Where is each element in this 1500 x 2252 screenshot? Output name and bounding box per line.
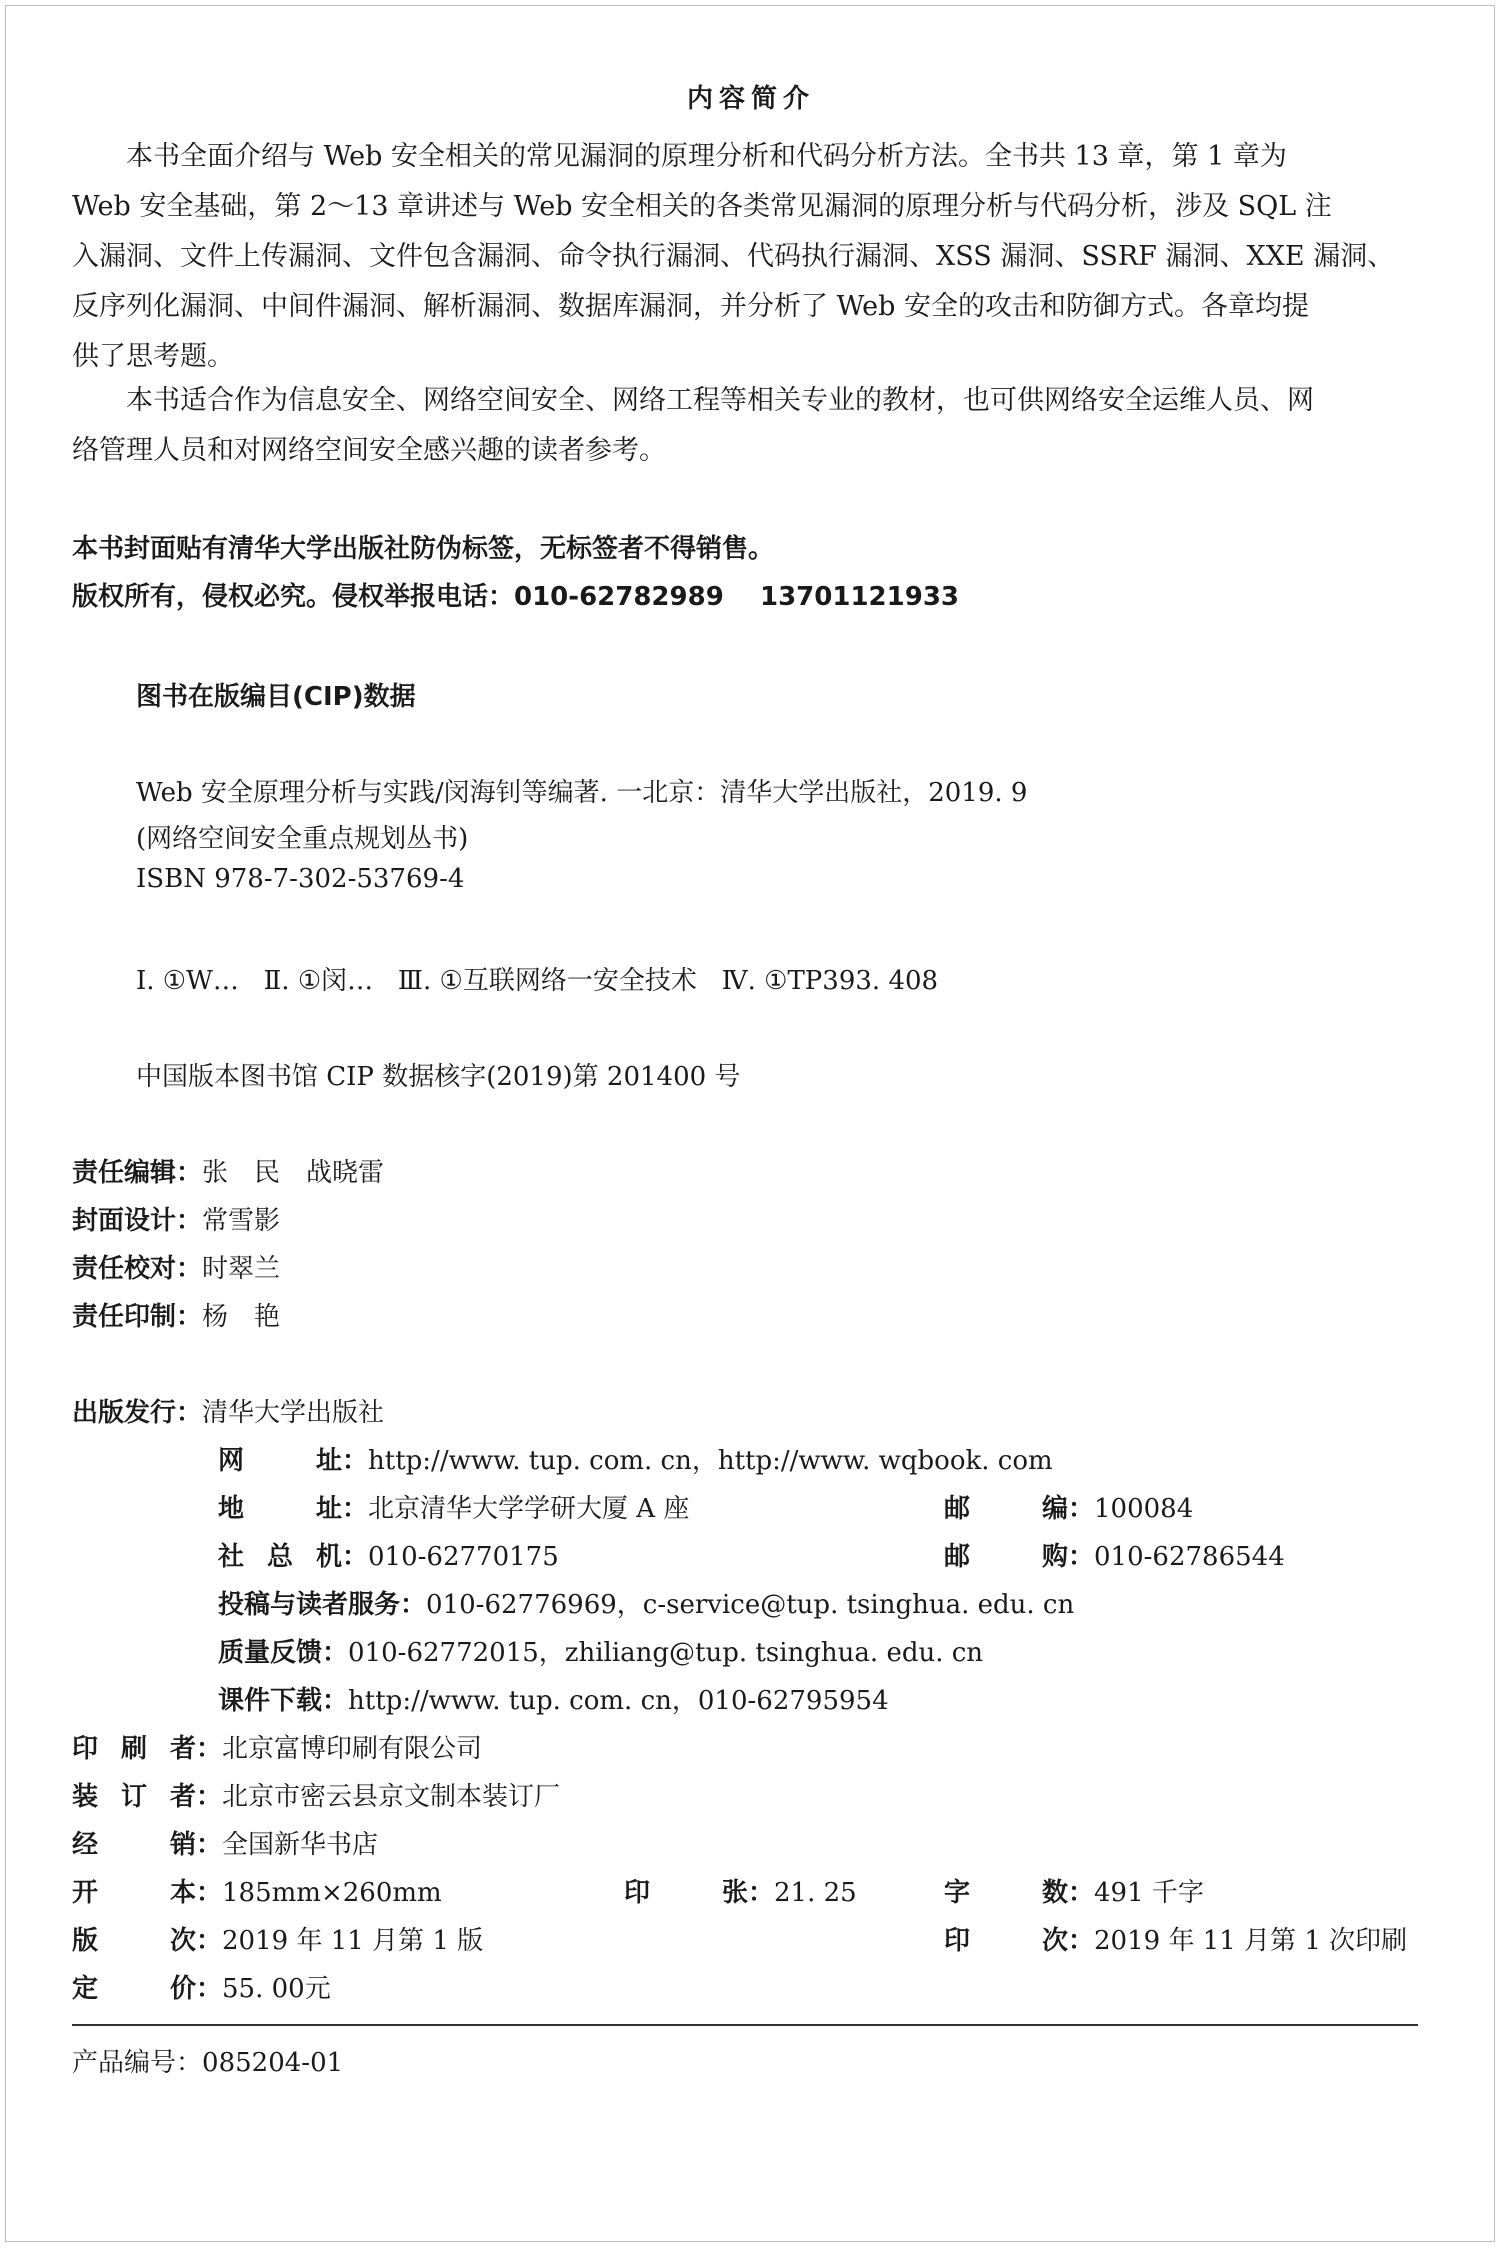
- distributor-row: 经销：全国新华书店: [72, 1824, 378, 1861]
- courseware-label: 课件下载: [218, 1686, 323, 1716]
- copyright-page: [5, 5, 1495, 2242]
- distributor-label: 经销: [72, 1830, 196, 1860]
- printer-row: 印刷者：北京富博印刷有限公司: [72, 1728, 482, 1765]
- edition-row: 版次：2019 年 11 月第 1 版: [72, 1920, 483, 1957]
- staff-label: 责任印制: [72, 1302, 177, 1332]
- binder-label: 装订者: [72, 1782, 196, 1812]
- publisher-value: 清华大学出版社: [202, 1398, 385, 1428]
- staff-value: 时翠兰: [202, 1254, 281, 1284]
- price-row: 定价：55. 00元: [72, 1968, 331, 2005]
- cip-heading: 图书在版编目(CIP)数据: [136, 682, 416, 712]
- audience-line: 络管理人员和对网络空间安全感兴趣的读者参考。: [72, 435, 666, 466]
- printer-value: 北京富博印刷有限公司: [222, 1734, 483, 1764]
- summary-line: Web 安全基础，第 2～13 章讲述与 Web 安全相关的各类常见漏洞的原理分析与代码分析，涉及 SQL 注: [72, 191, 1332, 222]
- format-row: 开本：185mm×260mm: [72, 1872, 442, 1909]
- publisher-label: 出版发行: [72, 1398, 177, 1428]
- staff-cover-design: 封面设计：常雪影: [72, 1206, 281, 1236]
- staff-printing: 责任印制：杨 艳: [72, 1302, 281, 1332]
- cip-approval: 中国版本图书馆 CIP 数据核字(2019)第 201400 号: [136, 1062, 741, 1092]
- switchboard-row: 社总机：010-62770175: [218, 1536, 559, 1573]
- reader-service-value: 010-62776969，c-service@tup. tsinghua. edu. cn: [426, 1590, 1075, 1620]
- summary-paragraph: [72, 132, 1428, 382]
- print-run-label: 印次: [944, 1926, 1068, 1956]
- staff-label: 责任校对: [72, 1254, 177, 1284]
- anti-counterfeit-notice: 本书封面贴有清华大学出版社防伪标签，无标签者不得销售。: [72, 534, 775, 564]
- audience-line: 本书适合作为信息安全、网络空间安全、网络工程等相关专业的教材，也可供网络安全运维人员、网: [126, 385, 1314, 416]
- price-label: 定价: [72, 1974, 196, 2004]
- summary-line: 本书全面介绍与 Web 安全相关的常见漏洞的原理分析和代码分析方法。全书共 13 章，第 1 章为: [126, 141, 1287, 172]
- cip-classification: Ⅰ. ①W… Ⅱ. ①闵… Ⅲ. ①互联网络一安全技术 Ⅳ. ①TP393. 408: [136, 966, 939, 996]
- reader-service-row: 投稿与读者服务：010-62776969，c-service@tup. tsinghua. edu. cn: [218, 1590, 1075, 1620]
- binder-value: 北京市密云县京文制本装订厂: [222, 1782, 561, 1812]
- quality-feedback-row: 质量反馈：010-62772015，zhiliang@tup. tsinghua. edu. cn: [218, 1638, 984, 1668]
- sheets-label: 印张: [624, 1878, 748, 1908]
- reader-service-label: 投稿与读者服务: [218, 1590, 401, 1620]
- quality-feedback-value: 010-62772015，zhiliang@tup. tsinghua. edu. cn: [348, 1638, 984, 1668]
- audience-paragraph: [72, 376, 1428, 476]
- word-count-value: 491 千字: [1094, 1878, 1204, 1908]
- summary-line: 反序列化漏洞、中间件漏洞、解析漏洞、数据库漏洞，并分析了 Web 安全的攻击和防御方式。各章均提: [72, 291, 1309, 322]
- format-value: 185mm×260mm: [222, 1878, 442, 1908]
- printer-label: 印刷者: [72, 1734, 196, 1764]
- mail-order-value: 010-62786544: [1094, 1542, 1285, 1572]
- staff-value: 张 民 战晓雷: [202, 1158, 385, 1188]
- price-value: 55. 00元: [222, 1974, 331, 2004]
- divider: [72, 2024, 1418, 2026]
- distributor-value: 全国新华书店: [222, 1830, 379, 1860]
- summary-line: 入漏洞、文件上传漏洞、文件包含漏洞、命令执行漏洞、代码执行漏洞、XSS 漏洞、SSRF 漏洞、XXE 漏洞、: [72, 241, 1395, 272]
- zipcode-label: 邮编: [944, 1494, 1068, 1524]
- binder-row: 装订者：北京市密云县京文制本装订厂: [72, 1776, 560, 1813]
- staff-proofreader: 责任校对：时翠兰: [72, 1254, 281, 1284]
- product-code-label: 产品编号: [72, 2048, 177, 2078]
- edition-value: 2019 年 11 月第 1 版: [222, 1926, 484, 1956]
- staff-label: 封面设计: [72, 1206, 177, 1236]
- page-title: 内容简介: [686, 84, 815, 114]
- website-label: 网址: [218, 1446, 342, 1476]
- edition-label: 版次: [72, 1926, 196, 1956]
- product-code-row: 产品编号：085204-01: [72, 2048, 344, 2078]
- staff-value: 杨 艳: [202, 1302, 281, 1332]
- word-count-label: 字数: [944, 1878, 1068, 1908]
- switchboard-label: 社总机: [218, 1542, 342, 1572]
- cip-title-line: Web 安全原理分析与实践/闵海钊等编著. 一北京：清华大学出版社，2019. 9: [136, 778, 1028, 808]
- print-run-value: 2019 年 11 月第 1 次印刷: [1094, 1926, 1408, 1956]
- cip-series-line: (网络空间安全重点规划丛书): [136, 824, 469, 854]
- address-label: 地址: [218, 1494, 342, 1524]
- website-value: http://www. tup. com. cn，http://www. wqbook. com: [368, 1446, 1053, 1476]
- copyright-notice: 版权所有，侵权必究。侵权举报电话：010-62782989 13701121933: [72, 582, 959, 612]
- print-run-row: 印次：2019 年 11 月第 1 次印刷: [944, 1920, 1407, 1957]
- zipcode-row: 邮编：100084: [944, 1488, 1193, 1525]
- staff-label: 责任编辑: [72, 1158, 177, 1188]
- word-count-row: 字数：491 千字: [944, 1872, 1204, 1909]
- publisher-row: 出版发行：清华大学出版社: [72, 1398, 385, 1428]
- mail-order-label: 邮购: [944, 1542, 1068, 1572]
- address-row: 地址：北京清华大学学研大厦 A 座: [218, 1488, 689, 1525]
- summary-line: 供了思考题。: [72, 341, 234, 372]
- quality-feedback-label: 质量反馈: [218, 1638, 323, 1668]
- product-code-value: 085204-01: [202, 2048, 344, 2078]
- mail-order-row: 邮购：010-62786544: [944, 1536, 1285, 1573]
- zipcode-value: 100084: [1094, 1494, 1194, 1524]
- staff-editor: 责任编辑：张 民 战晓雷: [72, 1158, 385, 1188]
- cip-isbn-line: ISBN 978-7-302-53769-4: [136, 864, 465, 894]
- format-label: 开本: [72, 1878, 196, 1908]
- courseware-value: http://www. tup. com. cn，010-62795954: [348, 1686, 889, 1716]
- courseware-row: 课件下载：http://www. tup. com. cn，010-62795954: [218, 1686, 889, 1716]
- sheets-row: 印张：21. 25: [624, 1872, 857, 1909]
- sheets-value: 21. 25: [774, 1878, 857, 1908]
- website-row: 网址：http://www. tup. com. cn，http://www. wqbook. com: [218, 1440, 1053, 1477]
- address-value: 北京清华大学学研大厦 A 座: [368, 1494, 690, 1524]
- staff-value: 常雪影: [202, 1206, 281, 1236]
- switchboard-value: 010-62770175: [368, 1542, 559, 1572]
